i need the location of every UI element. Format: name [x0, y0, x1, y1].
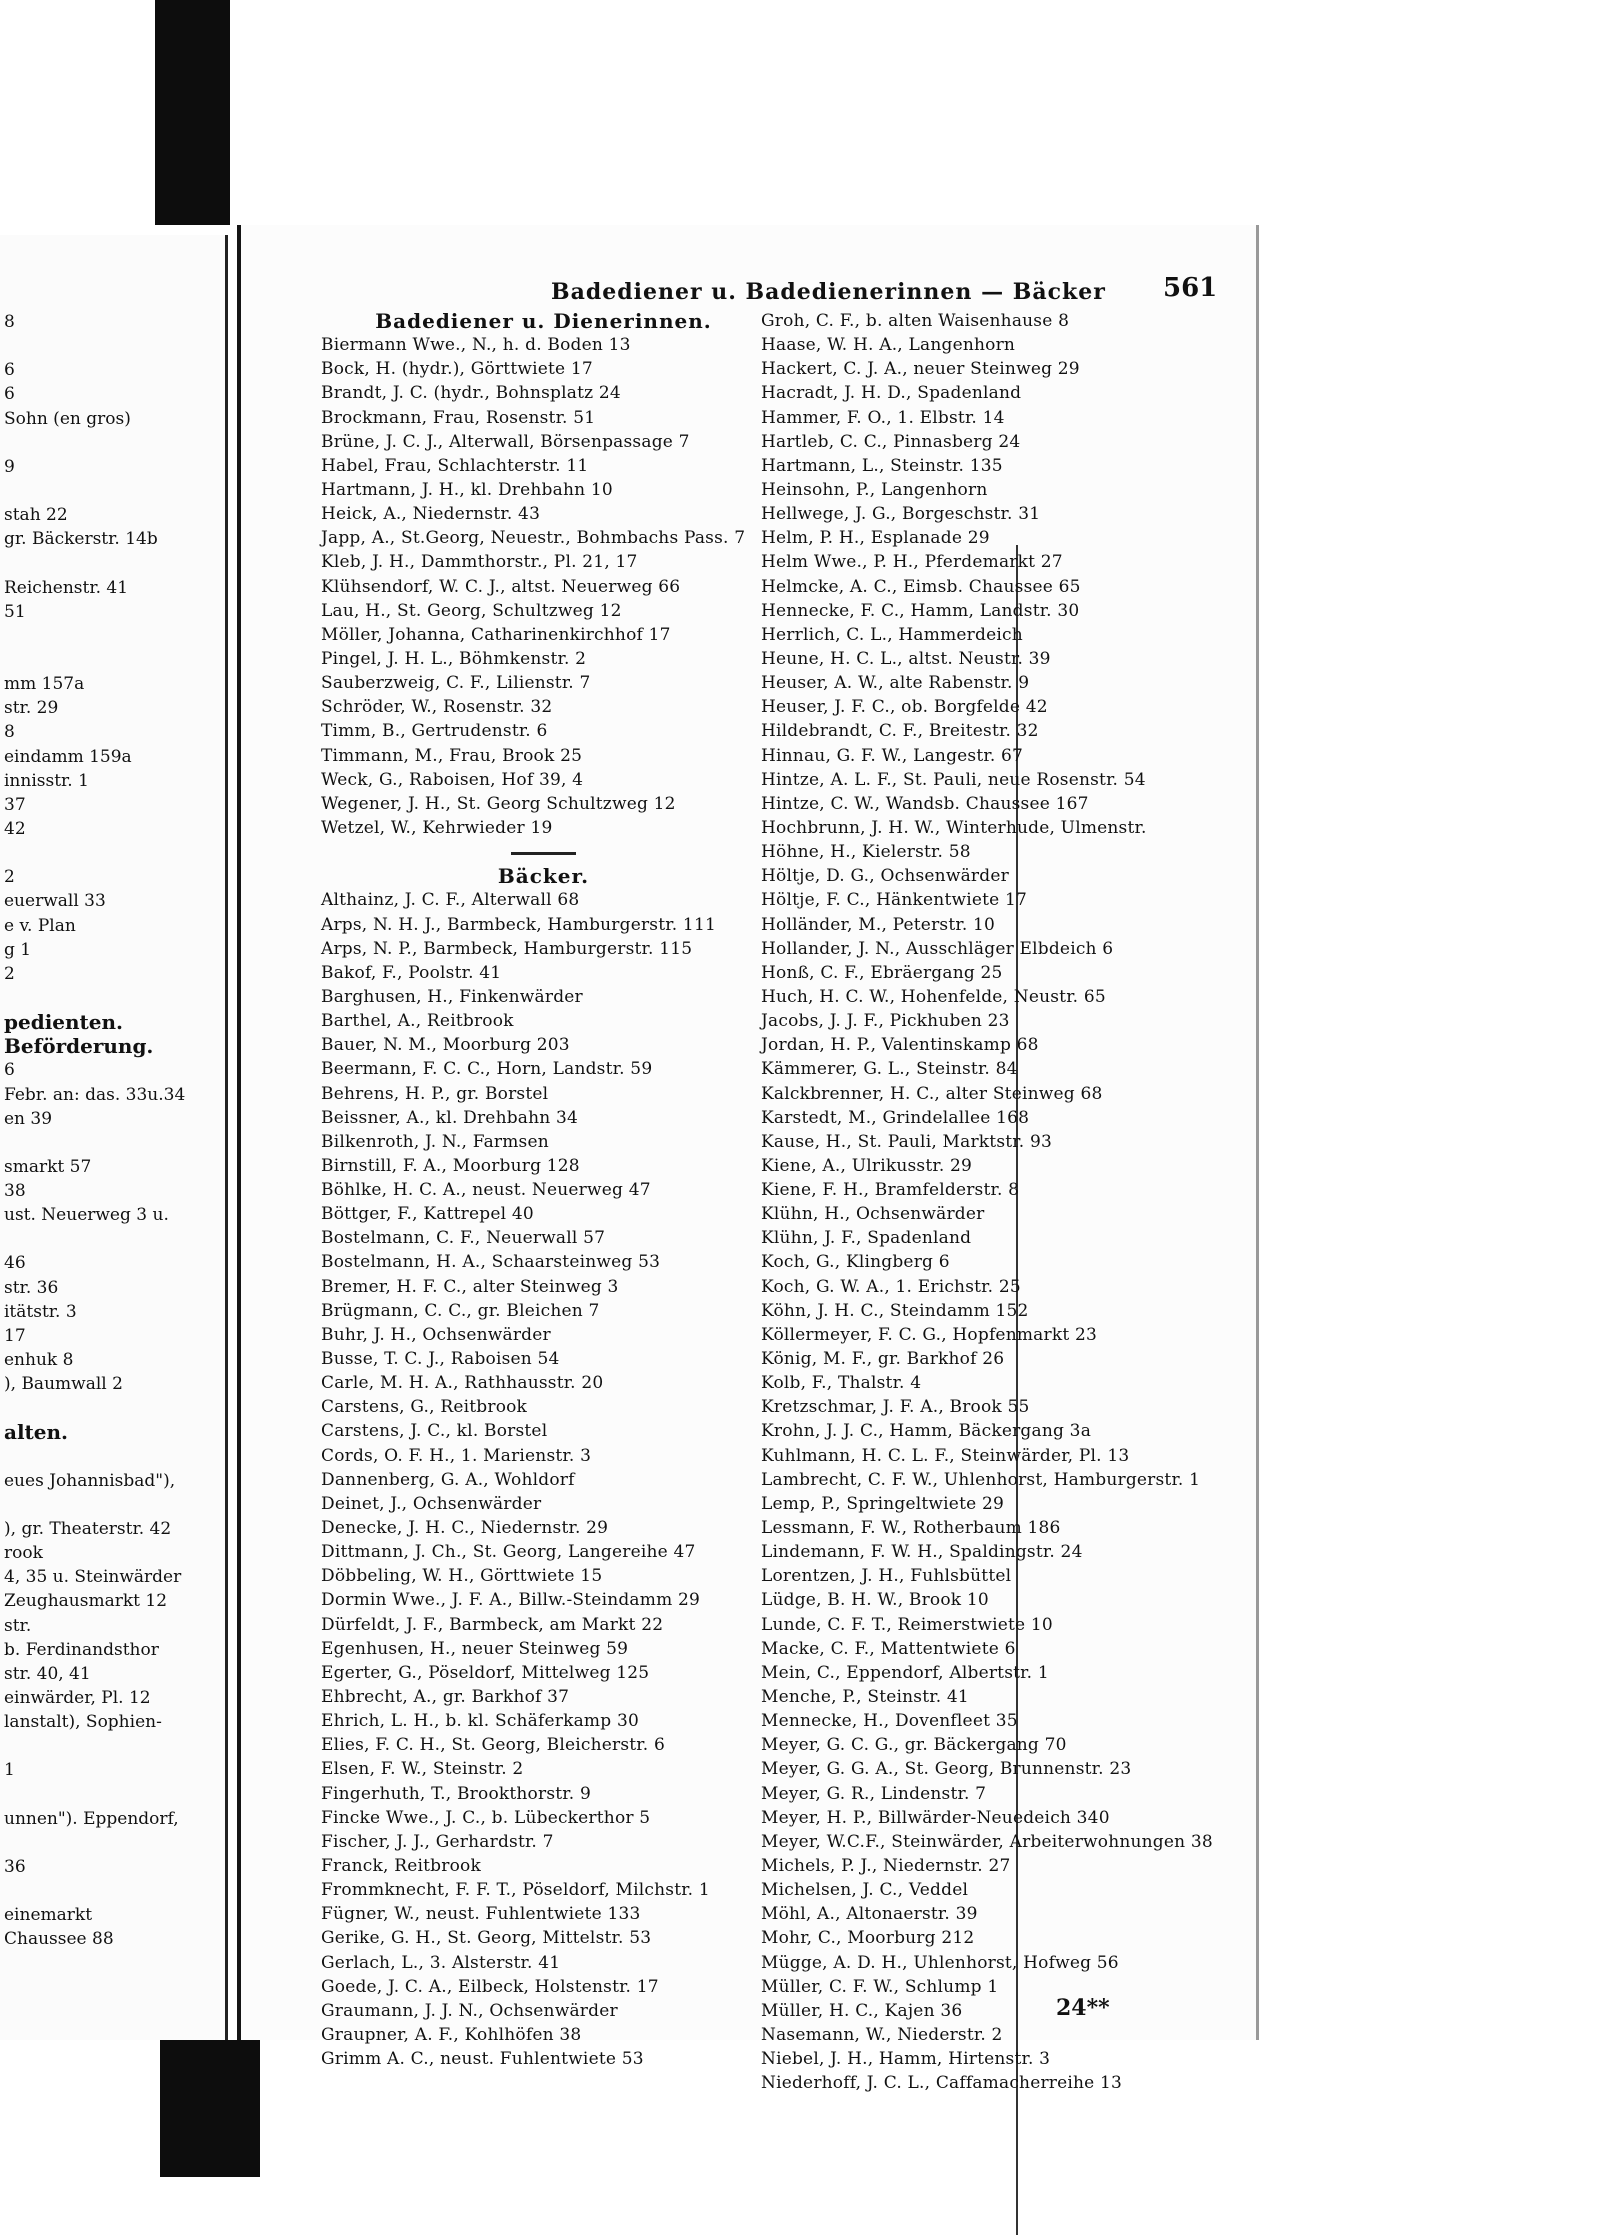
left-page-fragment [0, 235, 228, 2040]
left-page-line: Febr. an: das. 33u.34 [4, 1084, 186, 1105]
left-page-line: gr. Bäckerstr. 14b [4, 529, 158, 550]
left-page-line: str. 40, 41 [4, 1663, 91, 1684]
left-page-line [4, 1227, 225, 1251]
directory-entry: Kolb, F., Thalstr. 4 [761, 1373, 922, 1394]
left-page-line: einwärder, Pl. 12 [4, 1688, 151, 1709]
directory-entry: Höltje, F. C., Hänkentwiete 17 [761, 890, 1028, 911]
directory-entry: Hartmann, L., Steinstr. 135 [761, 455, 1003, 476]
directory-entry: Barthel, A., Reitbrook [321, 1011, 514, 1032]
left-page-line: lanstalt), Sophien- [4, 1712, 162, 1733]
directory-entry: Frommknecht, F. F. T., Pöseldorf, Milchstr. 1 [321, 1880, 710, 1901]
directory-entry: Habel, Frau, Schlachterstr. 11 [321, 455, 589, 476]
book-binding-top [155, 0, 230, 225]
left-page-line: unnen"). Eppendorf, [4, 1808, 179, 1829]
directory-entry: Hartleb, C. C., Pinnasberg 24 [761, 431, 1021, 452]
directory-entry: Lorentzen, J. H., Fuhlsbüttel [761, 1566, 1012, 1587]
directory-entry: Meyer, G. G. A., St. Georg, Brunnenstr. 23 [761, 1759, 1132, 1780]
left-page-lines [4, 310, 225, 1952]
directory-entry: Mein, C., Eppendorf, Albertstr. 1 [761, 1662, 1049, 1683]
baecker-list-left [321, 888, 766, 2071]
section-heading-badediener: Badediener u. Dienerinnen. [375, 309, 712, 333]
directory-entry: Bilkenroth, J. N., Farmsen [321, 1131, 549, 1152]
left-page-line: 6 [4, 384, 15, 405]
directory-entry: Althainz, J. C. F., Alterwall 68 [321, 890, 580, 911]
page-number: 561 [1163, 273, 1218, 303]
directory-entry: Ehrich, L. H., b. kl. Schäferkamp 30 [321, 1711, 639, 1732]
left-page-line: 51 [4, 601, 26, 622]
right-page [237, 225, 1259, 2094]
directory-entry: Helmcke, A. C., Eimsb. Chaussee 65 [761, 576, 1081, 597]
left-page-line: mm 157a [4, 674, 85, 695]
directory-entry: Holländer, M., Peterstr. 10 [761, 914, 996, 935]
left-page-line: 17 [4, 1325, 26, 1346]
left-page-line: 2 [4, 963, 15, 984]
left-page-line [4, 431, 225, 455]
directory-entry: Arps, N. P., Barmbeck, Hamburgerstr. 115 [321, 938, 693, 959]
directory-entry: Möller, Johanna, Catharinenkirchhof 17 [321, 624, 671, 645]
directory-entry: Brügmann, C. C., gr. Bleichen 7 [321, 1300, 600, 1321]
directory-entry: Buhr, J. H., Ochsenwärder [321, 1324, 551, 1345]
left-page-line: ), gr. Theaterstr. 42 [4, 1519, 172, 1540]
directory-entry: Kleb, J. H., Dammthorstr., Pl. 21, 17 [321, 552, 638, 573]
directory-entry: Timmann, M., Frau, Brook 25 [321, 745, 583, 766]
directory-entry: Michelsen, J. C., Veddel [761, 1880, 969, 1901]
directory-entry: Dannenberg, G. A., Wohldorf [321, 1469, 575, 1490]
left-page-line [4, 841, 225, 865]
left-page-line: alten. [4, 1420, 69, 1445]
directory-entry: Goede, J. C. A., Eilbeck, Holstenstr. 17 [321, 1976, 659, 1997]
directory-entry: Koch, G., Klingberg 6 [761, 1252, 950, 1273]
left-page-line: Beförderung. [4, 1034, 154, 1059]
left-page-line [4, 1783, 225, 1807]
baecker-list-right [761, 309, 1241, 2095]
left-page-line: 1 [4, 1760, 15, 1781]
left-page-line: smarkt 57 [4, 1156, 92, 1177]
left-page-line: 6 [4, 360, 15, 381]
left-page-line: 8 [4, 312, 15, 332]
left-page-line: enhuk 8 [4, 1350, 74, 1371]
directory-entry: Graumann, J. J. N., Ochsenwärder [321, 2000, 618, 2021]
directory-entry: Bostelmann, C. F., Neuerwall 57 [321, 1228, 606, 1249]
directory-entry: Cords, O. F. H., 1. Marienstr. 3 [321, 1445, 592, 1466]
directory-entry: Brüne, J. C. J., Alterwall, Börsenpassage 7 [321, 431, 690, 452]
directory-entry: Ehbrecht, A., gr. Barkhof 37 [321, 1687, 570, 1708]
directory-entry: Jacobs, J. J. F., Pickhuben 23 [761, 1011, 1010, 1032]
left-page-line: en 39 [4, 1108, 53, 1129]
directory-entry: Helm, P. H., Esplanade 29 [761, 528, 990, 549]
printer-signature: 24** [1056, 1995, 1110, 2021]
directory-entry: Fischer, J. J., Gerhardstr. 7 [321, 1831, 554, 1852]
directory-entry: Fincke Wwe., J. C., b. Lübeckerthor 5 [321, 1807, 651, 1828]
directory-entry: Meyer, H. P., Billwärder-Neuedeich 340 [761, 1807, 1110, 1828]
directory-entry: Beissner, A., kl. Drehbahn 34 [321, 1107, 579, 1128]
directory-entry: Heuser, J. F. C., ob. Borgfelde 42 [761, 697, 1048, 718]
directory-entry: Carle, M. H. A., Rathhausstr. 20 [321, 1373, 604, 1394]
directory-entry: Lau, H., St. Georg, Schultzweg 12 [321, 600, 622, 621]
left-page-line: b. Ferdinandsthor [4, 1639, 159, 1660]
left-page-line: Chaussee 88 [4, 1929, 114, 1950]
directory-entry: Hochbrunn, J. H. W., Winterhude, Ulmenstr. [761, 817, 1147, 838]
left-page-line: e v. Plan [4, 915, 76, 936]
directory-entry: Hintze, C. W., Wandsb. Chaussee 167 [761, 793, 1089, 814]
directory-entry: Denecke, J. H. C., Niedernstr. 29 [321, 1518, 609, 1539]
left-page-line: str. [4, 1615, 32, 1636]
directory-entry: Birnstill, F. A., Moorburg 128 [321, 1155, 580, 1176]
directory-entry: Mügge, A. D. H., Uhlenhorst, Hofweg 56 [761, 1952, 1119, 1973]
left-page-line: eues Johannisbad"), [4, 1470, 176, 1491]
directory-entry: Biermann Wwe., N., h. d. Boden 13 [321, 335, 631, 356]
directory-entry: Heinsohn, P., Langenhorn [761, 479, 988, 500]
left-page-line [4, 479, 225, 503]
directory-entry: Weck, G., Raboisen, Hof 39, 4 [321, 769, 584, 790]
directory-entry: Hennecke, F. C., Hamm, Landstr. 30 [761, 600, 1080, 621]
directory-entry: Klühsendorf, W. C. J., altst. Neuerweg 66 [321, 576, 681, 597]
left-page-line: 9 [4, 456, 15, 477]
left-page-line [4, 334, 225, 358]
directory-entry: Gerike, G. H., St. Georg, Mittelstr. 53 [321, 1928, 652, 1949]
directory-entry: Dürfeldt, J. F., Barmbeck, am Markt 22 [321, 1614, 664, 1635]
directory-entry: Hacradt, J. H. D., Spadenland [761, 383, 1022, 404]
directory-entry: Macke, C. F., Mattentwiete 6 [761, 1638, 1016, 1659]
directory-entry: Gerlach, L., 3. Alsterstr. 41 [321, 1952, 561, 1973]
directory-entry: Fügner, W., neust. Fuhlentwiete 133 [321, 1904, 641, 1925]
directory-entry: Fingerhuth, T., Brookthorstr. 9 [321, 1783, 591, 1804]
directory-entry: Haase, W. H. A., Langenhorn [761, 335, 1016, 356]
directory-entry: Sauberzweig, C. F., Lilienstr. 7 [321, 673, 591, 694]
directory-entry: Pingel, J. H. L., Böhmkenstr. 2 [321, 648, 587, 669]
directory-entry: Beermann, F. C. C., Horn, Landstr. 59 [321, 1059, 653, 1080]
directory-entry: Egerter, G., Pöseldorf, Mittelweg 125 [321, 1662, 650, 1683]
directory-entry: Karstedt, M., Grindelallee 168 [761, 1107, 1030, 1128]
directory-entry: Bakof, F., Poolstr. 41 [321, 962, 502, 983]
section-heading-baecker: Bäcker. [497, 864, 590, 889]
directory-entry: Kiene, A., Ulrikusstr. 29 [761, 1155, 973, 1176]
left-page-line: euerwall 33 [4, 891, 106, 912]
directory-entry: Köllermeyer, F. C. G., Hopfenmarkt 23 [761, 1324, 1097, 1345]
directory-entry: Michels, P. J., Niedernstr. 27 [761, 1856, 1011, 1876]
directory-entry: Möhl, A., Altonaerstr. 39 [761, 1904, 978, 1925]
directory-entry: Kiene, F. H., Bramfelderstr. 8 [761, 1180, 1020, 1201]
left-page-line: str. 36 [4, 1277, 59, 1298]
directory-entry: Niederhoff, J. C. L., Caffamacherreihe 13 [761, 2073, 1123, 2094]
left-page-line: Zeughausmarkt 12 [4, 1591, 168, 1612]
directory-entry: Hintze, A. L. F., St. Pauli, neue Rosenstr. 54 [761, 769, 1146, 790]
directory-entry: Bremer, H. F. C., alter Steinweg 3 [321, 1276, 619, 1297]
directory-entry: Behrens, H. P., gr. Borstel [321, 1083, 549, 1104]
directory-entry: Böttger, F., Kattrepel 40 [321, 1204, 534, 1225]
directory-entry: Hartmann, J. H., kl. Drehbahn 10 [321, 479, 613, 500]
book-binding-bottom [160, 2040, 260, 2177]
directory-entry: Meyer, W.C.F., Steinwärder, Arbeiterwohnungen 38 [761, 1831, 1213, 1852]
left-page-line: Sohn (en gros) [4, 408, 131, 429]
left-page-line: rook [4, 1543, 43, 1564]
directory-entry: Krohn, J. J. C., Hamm, Bäckergang 3a [761, 1421, 1092, 1442]
left-page-line: einemarkt [4, 1905, 93, 1926]
directory-entry: Döbbeling, W. H., Görttwiete 15 [321, 1566, 603, 1587]
directory-entry: Koch, G. W. A., 1. Erichstr. 25 [761, 1276, 1021, 1297]
left-page-line [4, 1131, 225, 1155]
directory-entry: Menche, P., Steinstr. 41 [761, 1687, 969, 1708]
directory-entry: Meyer, G. C. G., gr. Bäckergang 70 [761, 1735, 1067, 1756]
directory-entry: Elies, F. C. H., St. Georg, Bleicherstr. 6 [321, 1735, 665, 1756]
left-page-line: Reichenstr. 41 [4, 577, 129, 598]
directory-entry: Wetzel, W., Kehrwieder 19 [321, 817, 553, 838]
directory-entry: König, M. F., gr. Barkhof 26 [761, 1349, 1005, 1370]
directory-entry: Dittmann, J. Ch., St. Georg, Langereihe 47 [321, 1542, 696, 1563]
left-page-line [4, 1831, 225, 1855]
directory-entry: Kuhlmann, H. C. L. F., Steinwärder, Pl. 13 [761, 1445, 1130, 1466]
left-page-line: ust. Neuerweg 3 u. [4, 1205, 169, 1226]
directory-entry: Lunde, C. F. T., Reimerstwiete 10 [761, 1614, 1053, 1635]
directory-entry: Müller, H. C., Kajen 36 [761, 2000, 963, 2021]
directory-entry: Klühn, J. F., Spadenland [761, 1228, 972, 1249]
directory-entry: Carstens, G., Reitbrook [321, 1397, 528, 1418]
left-page-line: 4, 35 u. Steinwärder [4, 1567, 182, 1588]
left-page-line: eindamm 159a [4, 746, 132, 767]
left-page-line [4, 1879, 225, 1903]
left-page-line: str. 29 [4, 698, 59, 719]
left-page-line: 46 [4, 1253, 26, 1274]
badediener-list [321, 333, 766, 840]
directory-entry: Lemp, P., Springeltwiete 29 [761, 1493, 1004, 1514]
directory-entry: Hammer, F. O., 1. Elbstr. 14 [761, 407, 1005, 428]
left-page-line: 8 [4, 722, 15, 743]
directory-entry: Meyer, G. R., Lindenstr. 7 [761, 1783, 987, 1804]
directory-entry: Hellwege, J. G., Borgeschstr. 31 [761, 504, 1041, 525]
directory-entry: Mennecke, H., Dovenfleet 35 [761, 1711, 1018, 1732]
directory-entry: Kämmerer, G. L., Steinstr. 84 [761, 1059, 1018, 1080]
directory-entry: Elsen, F. W., Steinstr. 2 [321, 1759, 524, 1780]
left-page-line: pedienten. [4, 1010, 124, 1035]
directory-entry: Arps, N. H. J., Barmbeck, Hamburgerstr. 111 [321, 914, 716, 935]
left-page-line [4, 551, 225, 575]
directory-entry: Japp, A., St.Georg, Neuestr., Bohmbachs Pass. 7 [321, 528, 746, 549]
running-head: Badediener u. Badedienerinnen — Bäcker [551, 279, 1106, 305]
directory-entry: Höltje, D. G., Ochsenwärder [761, 866, 1009, 887]
directory-entry: Böhlke, H. C. A., neust. Neuerweg 47 [321, 1180, 651, 1201]
left-page-line [4, 1396, 225, 1420]
left-page-line: innisstr. 1 [4, 770, 89, 791]
left-page-line [4, 1445, 225, 1469]
directory-entry: Huch, H. C. W., Hohenfelde, Neustr. 65 [761, 986, 1106, 1007]
left-page-line [4, 648, 225, 672]
directory-entry: Heick, A., Niedernstr. 43 [321, 504, 541, 525]
directory-entry: Kause, H., St. Pauli, Marktstr. 93 [761, 1131, 1052, 1152]
directory-entry: Grimm A. C., neust. Fuhlentwiete 53 [321, 2049, 644, 2070]
directory-entry: Heune, H. C. L., altst. Neustr. 39 [761, 648, 1051, 669]
directory-entry: Nasemann, W., Niederstr. 2 [761, 2024, 1003, 2045]
directory-entry: Herrlich, C. L., Hammerdeich [761, 624, 1023, 645]
directory-entry: Bauer, N. M., Moorburg 203 [321, 1035, 570, 1056]
directory-entry: Müller, C. F. W., Schlump 1 [761, 1976, 999, 1997]
directory-entry: Wegener, J. H., St. Georg Schultzweg 12 [321, 793, 676, 814]
directory-entry: Hackert, C. J. A., neuer Steinweg 29 [761, 359, 1080, 380]
directory-entry: Hinnau, G. F. W., Langestr. 67 [761, 745, 1024, 766]
directory-entry: Kalckbrenner, H. C., alter Steinweg 68 [761, 1083, 1103, 1104]
directory-entry: Carstens, J. C., kl. Borstel [321, 1421, 548, 1442]
left-page-line: stah 22 [4, 505, 68, 526]
left-page-line: 36 [4, 1857, 26, 1877]
directory-entry: Schröder, W., Rosenstr. 32 [321, 697, 553, 718]
directory-entry: Niebel, J. H., Hamm, Hirtenstr. 3 [761, 2049, 1051, 2070]
directory-entry: Heuser, A. W., alte Rabenstr. 9 [761, 673, 1030, 694]
directory-entry: Lambrecht, C. F. W., Uhlenhorst, Hamburgerstr. 1 [761, 1469, 1201, 1490]
directory-entry: Lindemann, F. W. H., Spaldingstr. 24 [761, 1542, 1083, 1563]
section-divider [321, 840, 766, 864]
left-page-line: 42 [4, 818, 26, 839]
directory-entry: Brandt, J. C. (hydr., Bohnsplatz 24 [321, 383, 621, 404]
directory-entry: Bock, H. (hydr.), Görttwiete 17 [321, 359, 593, 380]
directory-entry: Höhne, H., Kielerstr. 58 [761, 842, 971, 863]
directory-entry: Hildebrandt, C. F., Breitestr. 32 [761, 721, 1039, 742]
directory-entry: Lüdge, B. H. W., Brook 10 [761, 1590, 989, 1611]
directory-entry: Busse, T. C. J., Raboisen 54 [321, 1349, 560, 1370]
directory-entry: Mohr, C., Moorburg 212 [761, 1928, 975, 1949]
directory-entry: Hollander, J. N., Ausschläger Elbdeich 6 [761, 938, 1114, 959]
left-page-line [4, 624, 225, 648]
left-page-line: 38 [4, 1181, 26, 1202]
left-page-line: itätstr. 3 [4, 1301, 77, 1322]
left-page-line [4, 1493, 225, 1517]
directory-entry: Egenhusen, H., neuer Steinweg 59 [321, 1638, 629, 1659]
directory-entry: Graupner, A. F., Kohlhöfen 38 [321, 2024, 582, 2045]
directory-entry: Honß, C. F., Ebräergang 25 [761, 962, 1003, 983]
directory-entry: Deinet, J., Ochsenwärder [321, 1493, 542, 1514]
left-page-line: 2 [4, 867, 15, 888]
left-page-line: 6 [4, 1060, 15, 1081]
directory-entry: Bostelmann, H. A., Schaarsteinweg 53 [321, 1252, 661, 1273]
directory-entry: Jordan, H. P., Valentinskamp 68 [761, 1035, 1039, 1056]
directory-entry: Franck, Reitbrook [321, 1856, 481, 1876]
column-left [321, 309, 766, 2071]
left-page-line: 37 [4, 794, 26, 815]
directory-entry: Lessmann, F. W., Rotherbaum 186 [761, 1518, 1061, 1539]
directory-entry: Timm, B., Gertrudenstr. 6 [321, 721, 548, 742]
directory-entry: Dormin Wwe., J. F. A., Billw.-Steindamm 29 [321, 1590, 701, 1611]
left-page-line [4, 986, 225, 1010]
directory-entry: Klühn, H., Ochsenwärder [761, 1204, 985, 1225]
left-page-line: ), Baumwall 2 [4, 1374, 123, 1395]
left-page-line [4, 1734, 225, 1758]
column-right [761, 309, 1241, 2095]
directory-entry: Brockmann, Frau, Rosenstr. 51 [321, 407, 596, 428]
directory-entry: Kretzschmar, J. F. A., Brook 55 [761, 1397, 1030, 1418]
directory-entry: Groh, C. F., b. alten Waisenhause 8 [761, 311, 1070, 331]
directory-entry: Helm Wwe., P. H., Pferdemarkt 27 [761, 552, 1063, 573]
directory-entry: Köhn, J. H. C., Steindamm 152 [761, 1300, 1029, 1321]
left-page-line: g 1 [4, 939, 32, 960]
directory-entry: Barghusen, H., Finkenwärder [321, 986, 583, 1007]
